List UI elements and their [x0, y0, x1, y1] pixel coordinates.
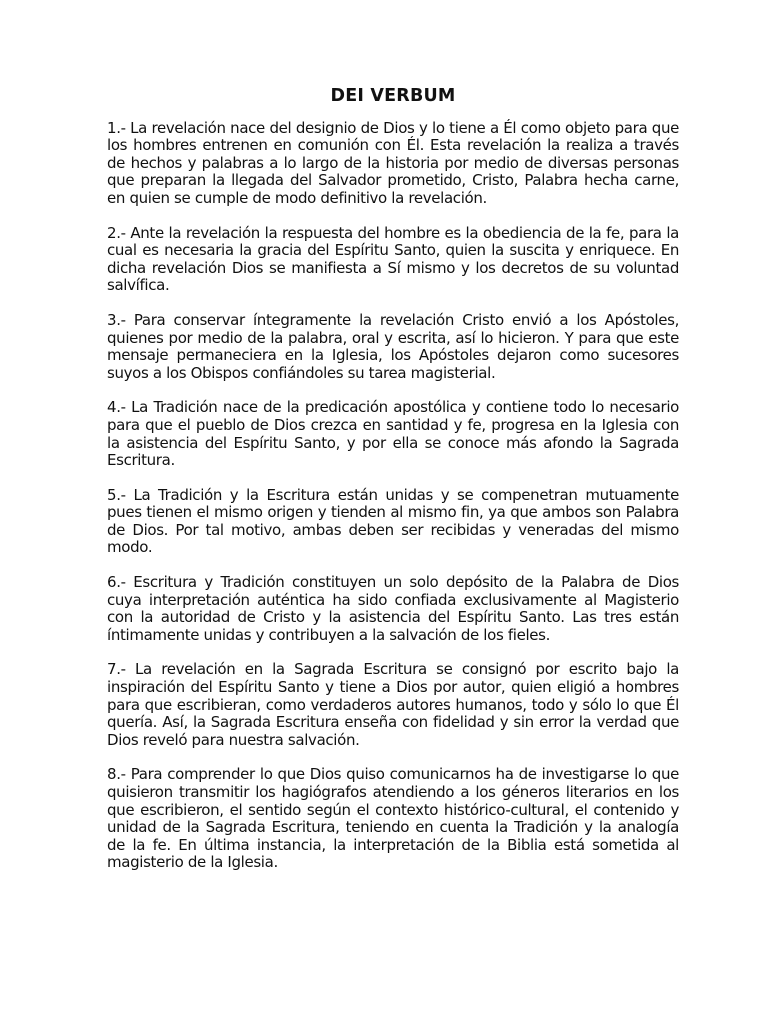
paragraph-2: 2.- Ante la revelación la respuesta del hombre es la obediencia de la fe, para la cual es necesaria la gracia del Espíritu Santo, quien la suscita y enriquece. En dicha revelación Dios se manifiesta a Sí mismo y los decretos de su voluntad salvífica.	[107, 223, 679, 295]
paragraph-5: 5.- La Tradición y la Escritura están unidas y se compenetran mutuamente pues tienen el mismo origen y tienden al mismo fin, ya que ambos son Palabra de Dios. Por tal motivo, ambas deben ser recibidas y veneradas del mismo modo.	[107, 485, 679, 557]
paragraph-1: 1.- La revelación nace del designio de Dios y lo tiene a Él como objeto para que los hombres entrenen en comunión con Él. Esta revelación la realiza a través de hechos y palabras a lo largo de la historia por medio de diversas personas que preparan la llegada del Salvador prometido, Cristo, Palabra hecha carne, en quien se cumple de modo definitivo la revelación.	[107, 118, 679, 207]
paragraph-3: 3.- Para conservar íntegramente la revelación Cristo envió a los Apóstoles, quienes por medio de la palabra, oral y escrita, así lo hicieron. Y para que este mensaje permaneciera en la Iglesia, los Apóstoles dejaron como sucesores suyos a los Obispos confiándoles su tarea magisterial.	[107, 310, 679, 382]
paragraph-4: 4.- La Tradición nace de la predicación apostólica y contiene todo lo necesario para que el pueblo de Dios crezca en santidad y fe, progresa en la Iglesia con la asistencia del Espíritu Santo, y por ella se conoce más afondo la Sagrada Escritura.	[107, 398, 679, 470]
paragraph-8: 8.- Para comprender lo que Dios quiso comunicarnos ha de investigarse lo que quisieron transmitir los hagiógrafos atendiendo a los géneros literarios en los que escribieron, el sentido según el contexto histórico-cultural, el contenido y unidad de la Sagrada Escritura, teniendo en cuenta la Tradición y la analogía de la fe. En última instancia, la interpretación de la Biblia está sometida al magisterio de la Iglesia.	[107, 765, 679, 872]
document-page	[107, 88, 679, 889]
paragraph-7: 7.- La revelación en la Sagrada Escritura se consignó por escrito bajo la inspiración del Espíritu Santo y tiene a Dios por autor, quien eligió a hombres para que escribieran, como verdaderos autores humanos, todo y sólo lo que Él quería. Así, la Sagrada Escritura enseña con fidelidad y sin error la verdad que Dios reveló para nuestra salvación.	[107, 660, 679, 749]
document-title: DEI VERBUM	[330, 86, 456, 106]
paragraph-6: 6.- Escritura y Tradición constituyen un solo depósito de la Palabra de Dios cuya interpretación auténtica ha sido confiada exclusivamente al Magisterio con la autoridad de Cristo y la asistencia del Espíritu Santo. Las tres están íntimamente unidas y contribuyen a la salvación de los fieles.	[107, 573, 679, 644]
